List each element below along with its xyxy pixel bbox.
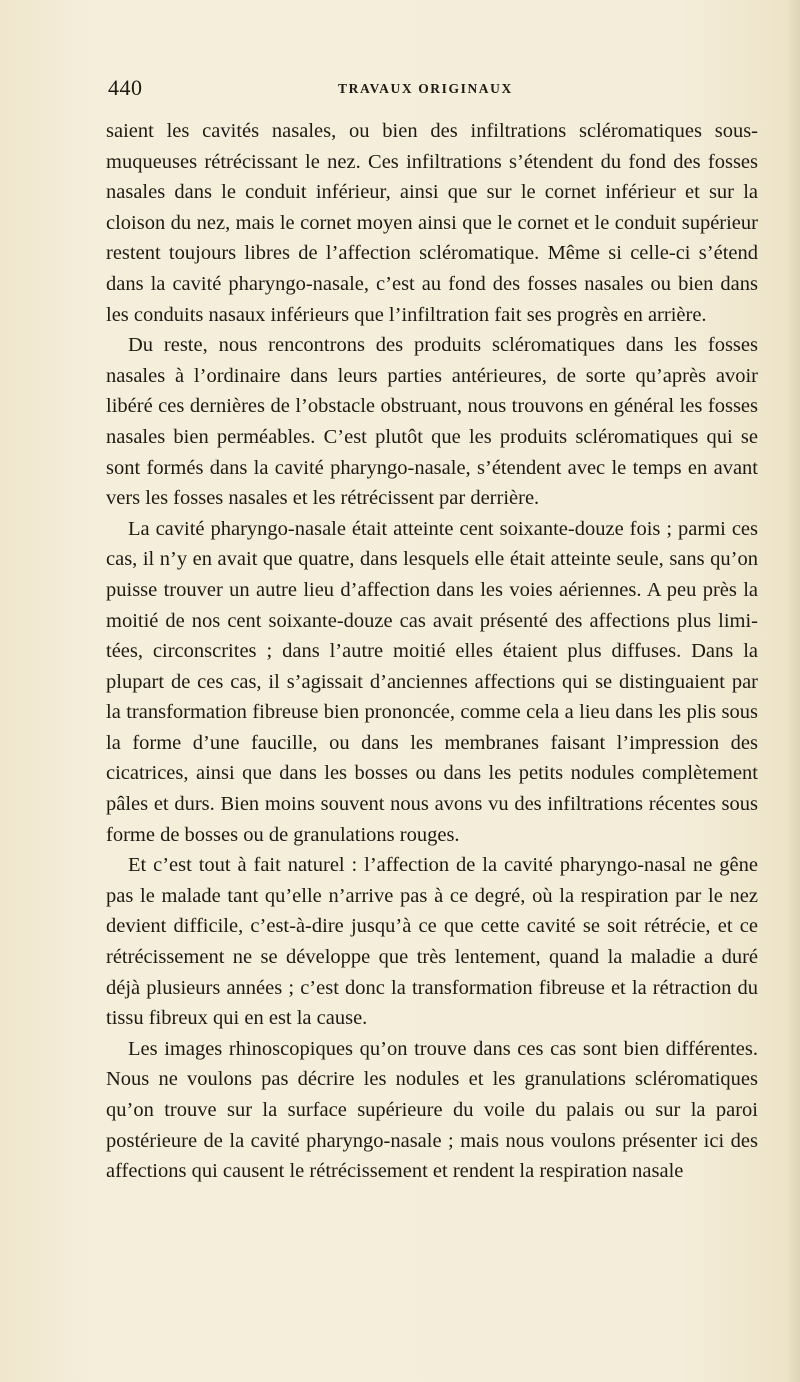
paragraph-cavite-pharyngo-nasale: La cavité pharyngo-nasale était atteinte cent soixante-douze fois ; parmi ces cas, il n’y en avait que quatre, dans lesquels elle était atteinte seule, sans qu’on puisse trouver un autre lieu d’affection dans les voies aériennes. A peu près la moitié de nos cent soixante-douze cas avait présenté des affections plus limitées, circonscrites ; dans l’autre moitié elles étaient plus diffuses. Dans la plupart de ces cas, il s’agissait d’anciennes affections qui se distinguaient par la transformation fibreuse bien prononcée, comme cela a lieu dans les plis sous la forme d’une faucille, ou dans les membranes faisant l’impression des cicatrices, ainsi que dans les bosses ou dans les petits nodules complètement pâles et durs. Bien moins souvent nous avons vu des infiltrations récentes sous forme de bosses ou de granulations rouges. xyxy=(106,517,758,846)
paragraph-continuation: saient les cavités nasales, ou bien des infiltrations scléromatiques sous-muqueuses rétrécissant le nez. Ces infiltrations s’étendent du fond des fosses nasales dans le conduit inférieur, ainsi que sur le cornet inférieur et sur la cloison du nez, mais le cornet moyen ainsi que le cornet et le conduit supérieur restent toujours libres de l’affection scléromatique. Même si celle-ci s’étend dans la cavité pharyngo-nasale, c’est au fond des fosses nasales ou bien dans les conduits nasaux inférieurs que l’infiltration fait ses progrès en arrière. xyxy=(106,120,758,326)
body-text xyxy=(106,116,758,1187)
paragraph-produits-scleromatiques: Du reste, nous rencontrons des produits scléromatiques dans les fosses nasales à l’ordinaire dans leurs parties antérieures, de sorte qu’après avoir libéré ces dernières de l’obstacle obstruant, nous trouvons en général les fosses nasales bien perméables. C’est plutôt que les produits scléromatiques qui se sont formés dans la cavité pharyngo-nasale, s’étendent avec le temps en avant vers les fosses nasales et les rétrécissent par derrière. xyxy=(106,334,758,510)
paragraph-images-rhinoscopiques: Les images rhinoscopiques qu’on trouve dans ces cas sont bien différentes. Nous ne voulons pas décrire les nodules et les granulations scléromatiques qu’on trouve sur la surface supérieure du voile du palais ou sur la paroi postérieure de la cavité pharyngo-nasale ; mais nous voulons présenter ici des affections qui causent le rétrécissement et rendent la respiration nasale xyxy=(106,1037,758,1183)
paragraph-affection-naturel: Et c’est tout à fait naturel : l’affection de la cavité pharyngo-nasal ne gêne pas le malade tant qu’elle n’arrive pas à ce degré, où la respiration par le nez devient difficile, c’est-à-dire jusqu’à ce que cette cavité se soit rétrécie, et ce rétrécissement ne se développe que très lentement, quand la maladie a duré déjà plusieurs années ; c’est donc la transformation fibreuse et la rétraction du tissu fibreux qui en est la cause. xyxy=(106,854,758,1030)
page-header xyxy=(108,75,756,105)
page-number: 440 xyxy=(108,75,143,100)
running-head: TRAVAUX ORIGINAUX xyxy=(338,81,513,96)
page-edge-shadow xyxy=(786,0,800,1382)
